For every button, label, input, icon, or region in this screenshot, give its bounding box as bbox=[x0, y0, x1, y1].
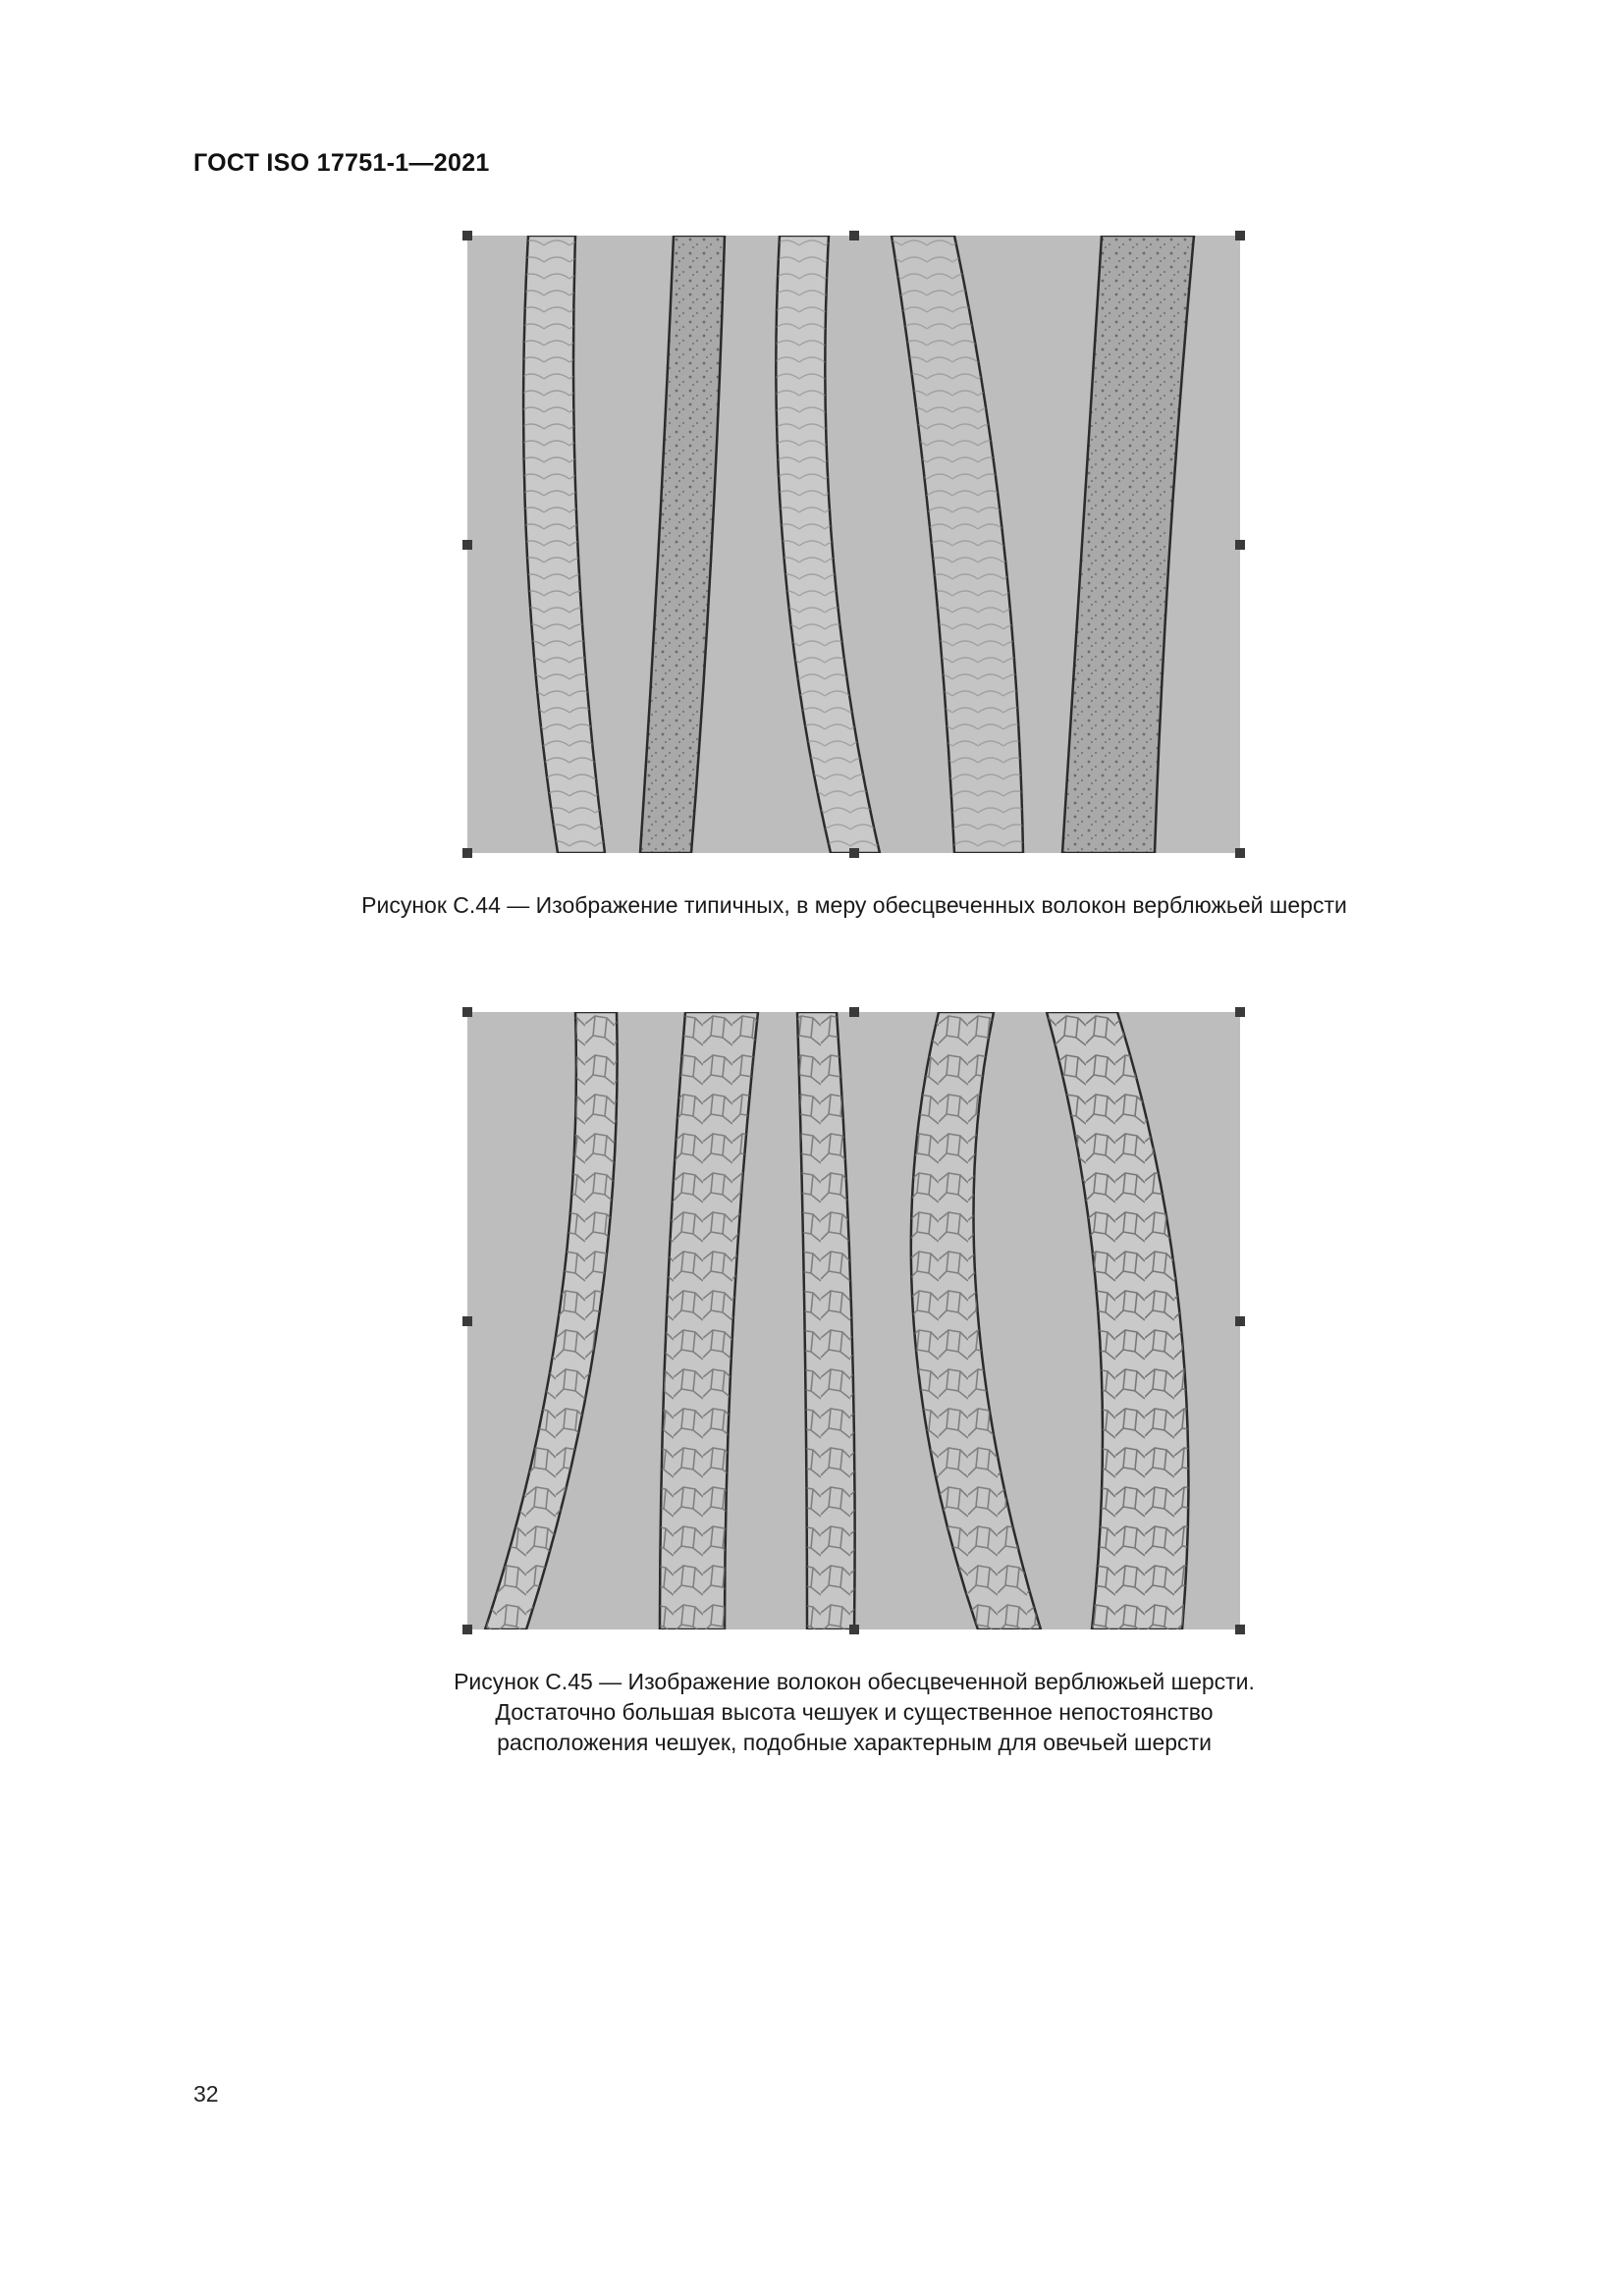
figure-c44-image bbox=[467, 236, 1240, 853]
caption-line: расположения чешуек, подобные характерным для овечьей шерсти bbox=[497, 1730, 1212, 1755]
crop-handle bbox=[1235, 848, 1245, 858]
crop-handle bbox=[849, 231, 859, 240]
fiber-micrograph-1 bbox=[467, 236, 1240, 853]
figure-c45-image bbox=[467, 1012, 1240, 1629]
page-number: 32 bbox=[193, 2081, 219, 2107]
crop-handle bbox=[849, 1625, 859, 1634]
crop-handle bbox=[462, 1316, 472, 1326]
figure-c44-caption bbox=[245, 890, 1463, 921]
document-header: ГОСТ ISO 17751-1—2021 bbox=[193, 149, 490, 177]
crop-handle bbox=[849, 1007, 859, 1017]
crop-handle bbox=[462, 540, 472, 550]
crop-handle bbox=[462, 231, 472, 240]
crop-handle bbox=[849, 848, 859, 858]
crop-handle bbox=[462, 1007, 472, 1017]
figure-c45-caption bbox=[245, 1667, 1463, 1758]
crop-handle bbox=[1235, 540, 1245, 550]
crop-handle bbox=[1235, 231, 1245, 240]
crop-handle bbox=[462, 848, 472, 858]
caption-line: Рисунок С.45 — Изображение волокон обесцвеченной верблюжьей шерсти. bbox=[454, 1669, 1255, 1694]
caption-line: Рисунок С.44 — Изображение типичных, в меру обесцвеченных волокон верблюжьей шерсти bbox=[361, 892, 1347, 918]
crop-handle bbox=[1235, 1625, 1245, 1634]
crop-handle bbox=[1235, 1316, 1245, 1326]
crop-handle bbox=[1235, 1007, 1245, 1017]
crop-handle bbox=[462, 1625, 472, 1634]
fiber-micrograph-2 bbox=[467, 1012, 1240, 1629]
caption-line: Достаточно большая высота чешуек и существенное непостоянство bbox=[495, 1699, 1214, 1725]
